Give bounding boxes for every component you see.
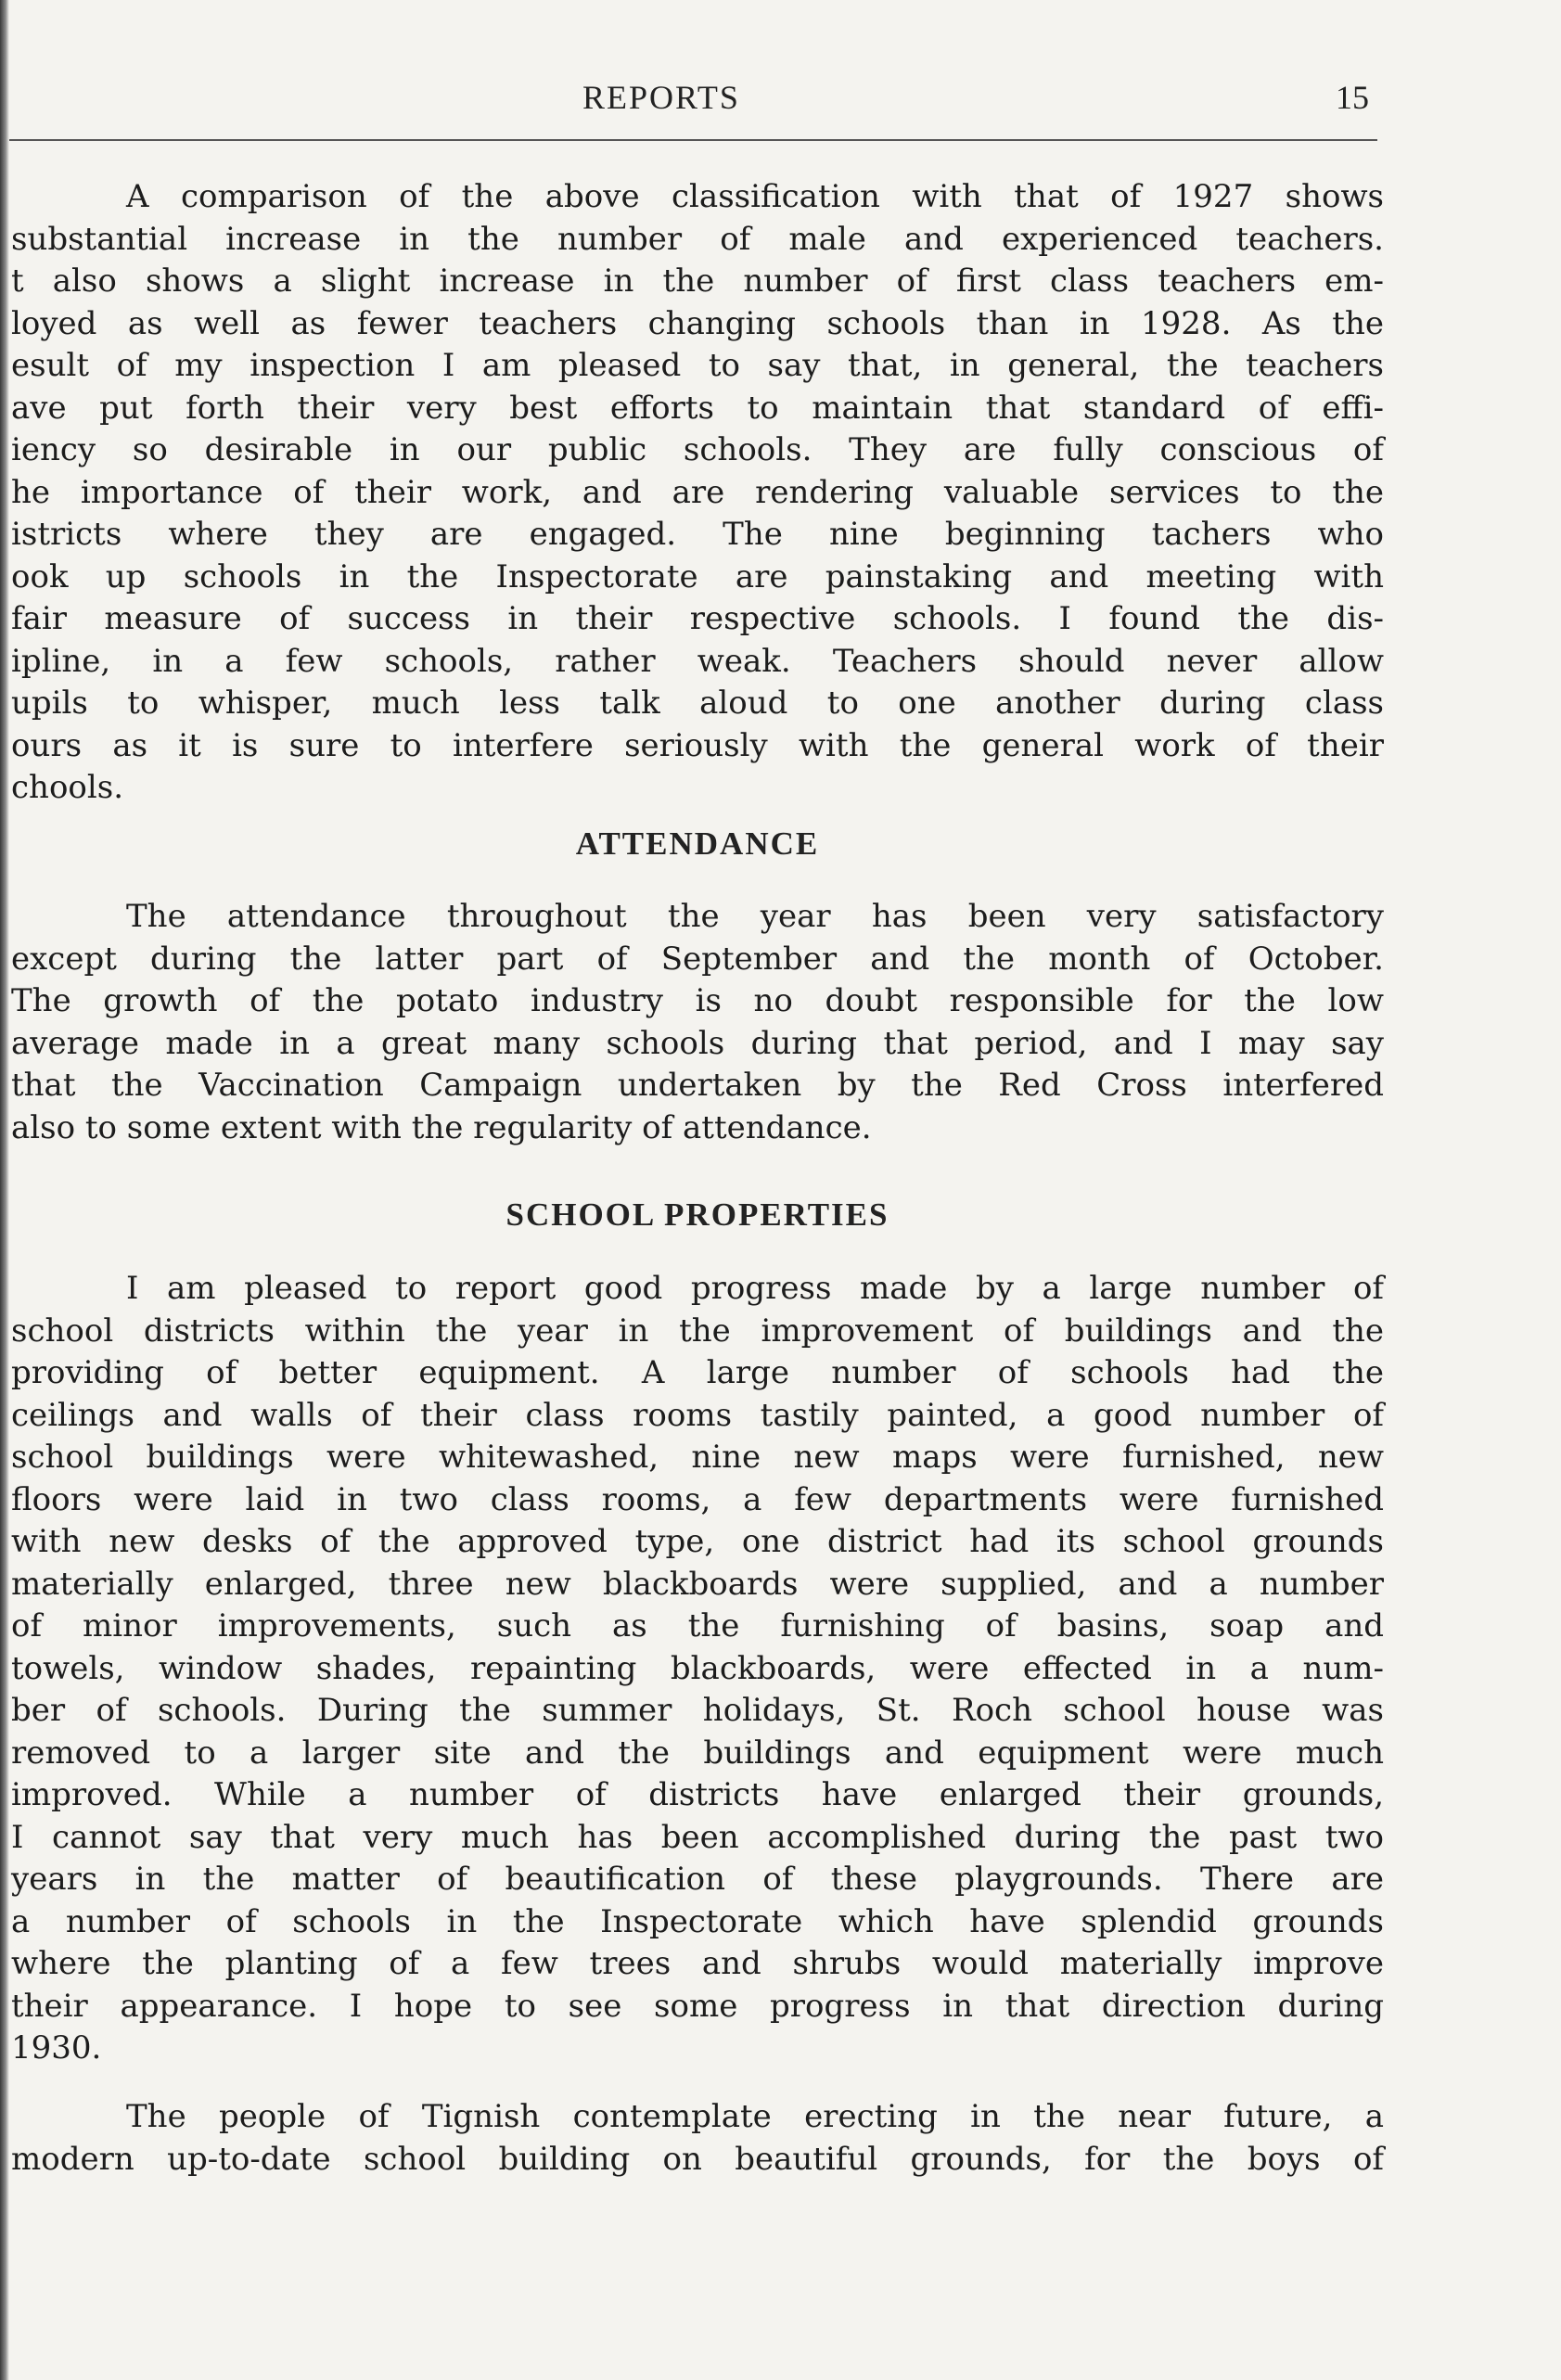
text-line: where the planting of a few trees and shrubs would materially improve	[11, 1945, 1384, 1982]
text-line: providing of better equipment. A large number of schools had the	[11, 1354, 1384, 1391]
text-line: materially enlarged, three new blackboards were supplied, and a number	[11, 1565, 1384, 1603]
text-line: A comparison of the above classification with that of 1927 shows	[126, 178, 1384, 215]
text-line: I am pleased to report good progress made by a large number of	[126, 1270, 1384, 1307]
text-line: The attendance throughout the year has been very satisfactory	[126, 898, 1384, 935]
text-line: towels, window shades, repainting blackboards, were effected in a num-	[11, 1649, 1384, 1687]
text-line: years in the matter of beautification of these playgrounds. There are	[11, 1861, 1384, 1898]
text-line: The people of Tignish contemplate erecting in the near future, a	[126, 2098, 1384, 2135]
text-line: their appearance. I hope to see some progress in that direction during	[11, 1987, 1384, 2025]
text-line: ave put forth their very best efforts to maintain that standard of effi-	[11, 389, 1384, 427]
text-line: ceilings and walls of their class rooms tastily painted, a good number of	[11, 1396, 1384, 1434]
text-line: substantial increase in the number of male and experienced teachers.	[11, 220, 1384, 258]
paragraph-school-properties	[11, 1268, 1384, 2070]
text-line: I cannot say that very much has been accomplished during the past two	[11, 1818, 1384, 1856]
text-line: removed to a larger site and the buildings and equipment were much	[11, 1734, 1384, 1772]
text-line: floors were laid in two class rooms, a few departments were furnished	[11, 1480, 1384, 1518]
text-line: a number of schools in the Inspectorate which have splendid grounds	[11, 1902, 1384, 1940]
page-header	[0, 78, 1561, 134]
paragraph-teachers	[11, 176, 1384, 810]
text-line: loyed as well as fewer teachers changing schools than in 1928. As the	[11, 304, 1384, 342]
text-line: average made in a great many schools during that period, and I may say	[11, 1024, 1384, 1062]
running-head: REPORTS	[582, 79, 740, 116]
text-line: modern up-to-date school building on beautiful grounds, for the boys of	[11, 2140, 1384, 2178]
text-line: iency so desirable in our public schools. They are fully conscious of	[11, 431, 1384, 468]
text-line: improved. While a number of districts have enlarged their grounds,	[11, 1776, 1384, 1813]
paragraph-tignish	[11, 2096, 1384, 2181]
text-line: chools.	[11, 769, 124, 806]
text-line: ber of schools. During the summer holidays, St. Roch school house was	[11, 1692, 1384, 1729]
text-line: ipline, in a few schools, rather weak. Teachers should never allow	[11, 642, 1384, 680]
header-rule	[9, 139, 1377, 141]
page-binding-edge	[0, 0, 9, 2380]
text-line: he importance of their work, and are rendering valuable services to the	[11, 473, 1384, 511]
section-heading-attendance: ATTENDANCE	[575, 825, 820, 862]
section-heading-school-properties: SCHOOL PROPERTIES	[505, 1196, 889, 1233]
text-line: The growth of the potato industry is no doubt responsible for the low	[11, 982, 1384, 1019]
text-line: school districts within the year in the improvement of buildings and the	[11, 1312, 1384, 1350]
text-line: also to some extent with the regularity of attendance.	[11, 1108, 872, 1146]
text-line: ook up schools in the Inspectorate are painstaking and meeting with	[11, 557, 1384, 595]
paragraph-attendance	[11, 896, 1384, 1149]
text-line: 1930.	[11, 2029, 102, 2067]
page-number: 15	[1336, 79, 1369, 116]
text-line: except during the latter part of September and the month of October.	[11, 940, 1384, 978]
text-line: t also shows a slight increase in the number of first class teachers em-	[11, 262, 1384, 300]
text-line: that the Vaccination Campaign undertaken by the Red Cross interfered	[11, 1067, 1384, 1104]
text-line: school buildings were whitewashed, nine new maps were furnished, new	[11, 1439, 1384, 1476]
text-line: esult of my inspection I am pleased to say that, in general, the teachers	[11, 347, 1384, 384]
text-line: fair measure of success in their respective schools. I found the dis-	[11, 600, 1384, 637]
text-line: with new desks of the approved type, one district had its school grounds	[11, 1523, 1384, 1560]
text-line: istricts where they are engaged. The nine beginning tachers who	[11, 516, 1384, 553]
text-line: upils to whisper, much less talk aloud to one another during class	[11, 685, 1384, 722]
text-line: of minor improvements, such as the furnishing of basins, soap and	[11, 1607, 1384, 1644]
text-line: ours as it is sure to interfere seriously with the general work of their	[11, 726, 1384, 764]
